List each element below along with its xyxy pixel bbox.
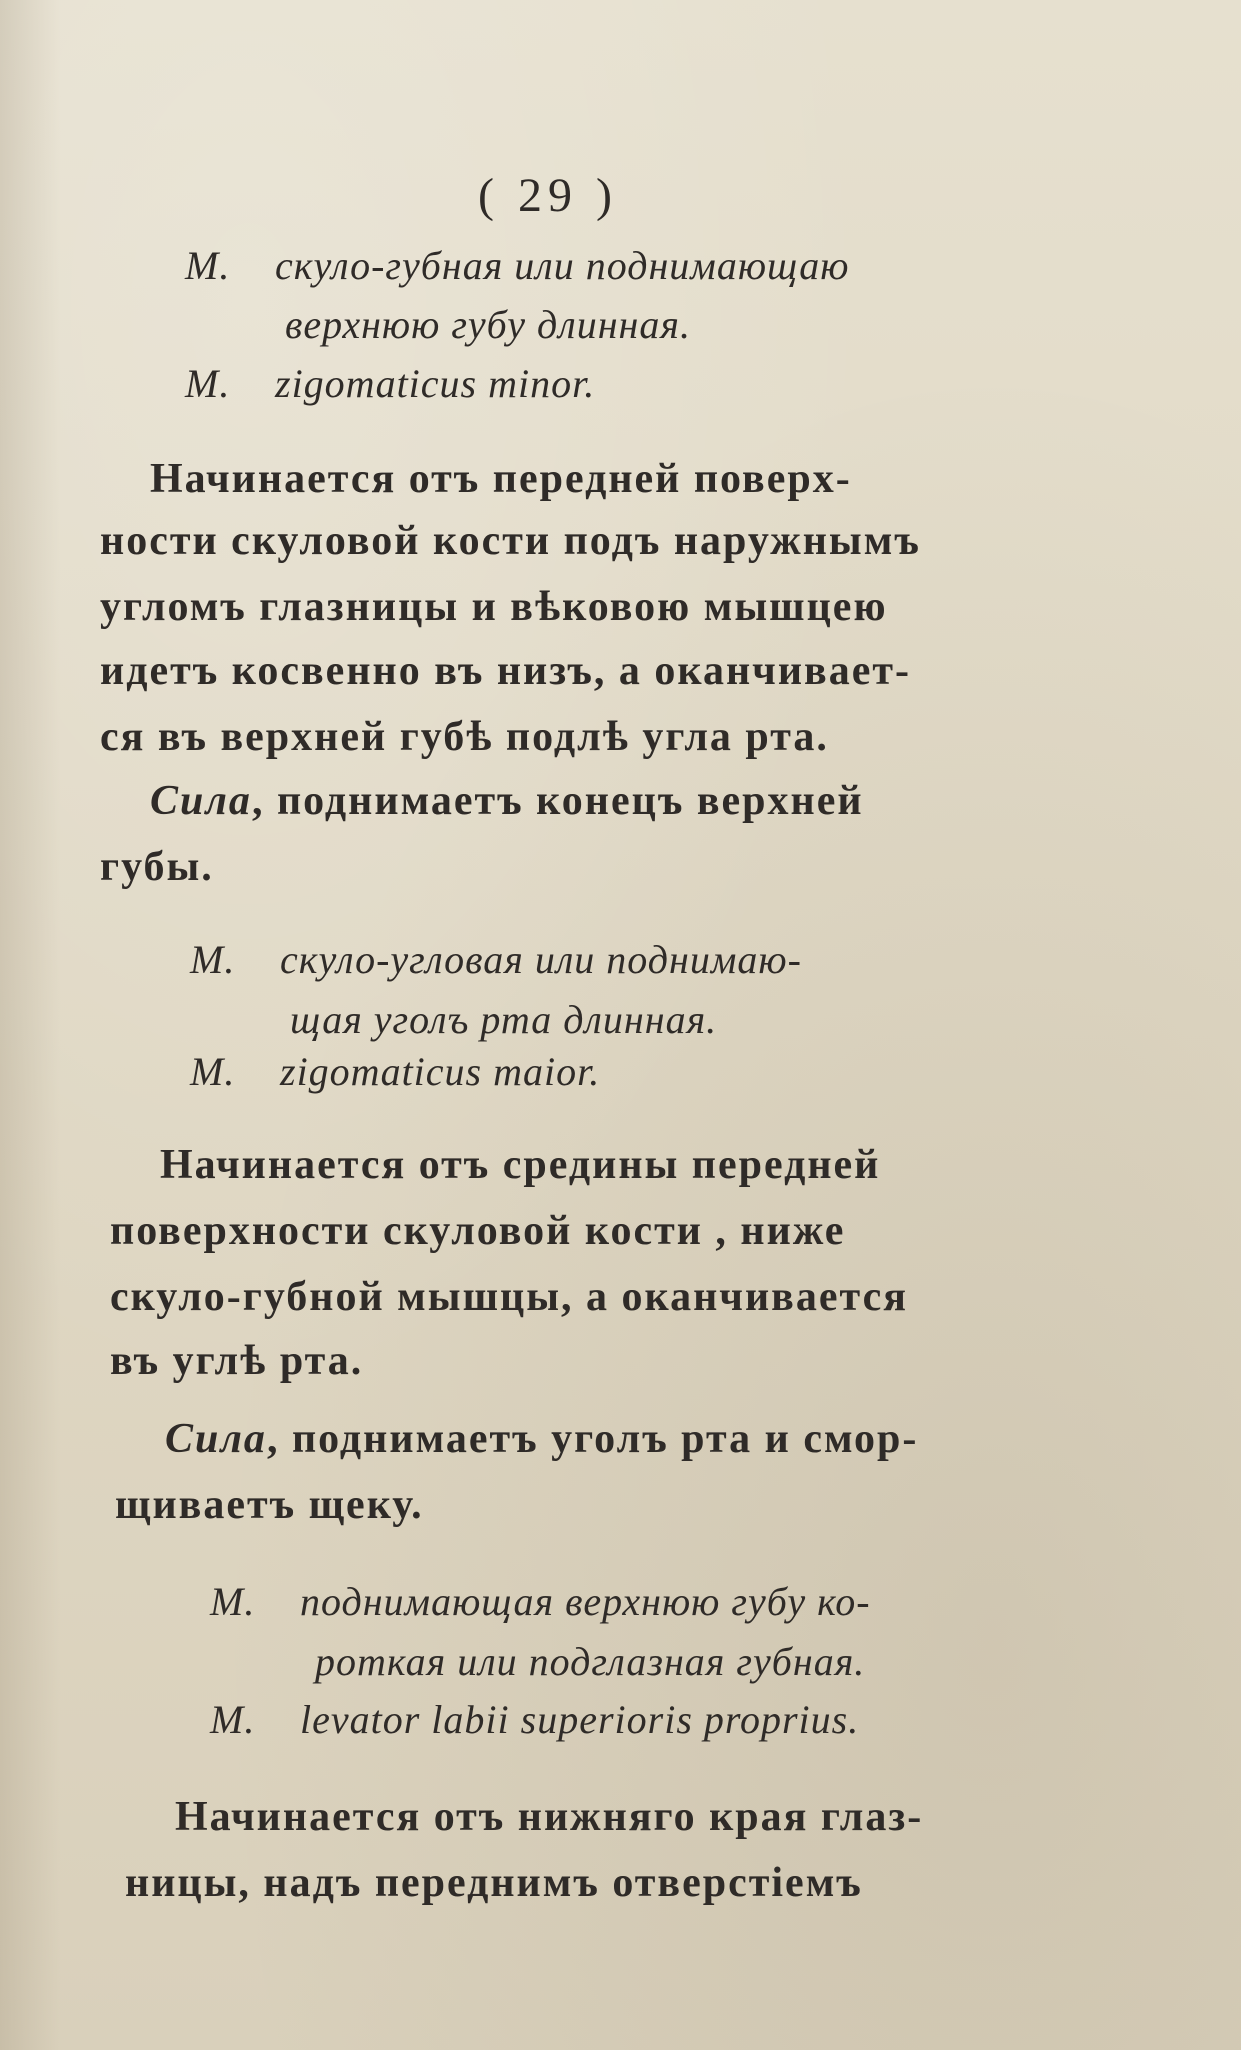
heading-label: M. (190, 1049, 236, 1094)
heading-text: верхнюю губу длинная. (285, 302, 691, 347)
section-3-heading-line-3 (210, 1697, 860, 1742)
section-1-heading-line-2 (285, 302, 691, 347)
force-label: Сила (165, 1416, 267, 1462)
heading-text: скуло-губная или поднимающаю (275, 243, 850, 288)
section-3-heading-line-2 (315, 1639, 866, 1684)
heading-text: levator labii superioris proprius. (300, 1697, 860, 1742)
section-1-heading-line-1 (185, 243, 850, 288)
page-number: ( 29 ) (478, 169, 618, 222)
heading-text: роткая или подглазная губная. (315, 1639, 866, 1684)
section-1-force-line-2: губы. (100, 844, 214, 890)
section-2-body-line-1: Начинается отъ средины передней (160, 1142, 881, 1188)
heading-text: поднимающая верхнюю губу ко- (300, 1579, 871, 1624)
force-text: , поднимаетъ уголъ рта и смор- (266, 1416, 919, 1462)
section-2-body-line-2: поверхности скуловой кости , ниже (110, 1208, 846, 1254)
section-1-body-line-2: ности скуловой кости подъ наружнымъ (100, 518, 921, 564)
heading-text: zigomaticus maior. (280, 1049, 601, 1094)
section-2-heading-line-2 (290, 997, 718, 1042)
section-3-body-line-2: ницы, надъ переднимъ отверстіемъ (125, 1860, 863, 1906)
heading-label: M. (210, 1697, 256, 1742)
force-label: Сила (150, 778, 252, 824)
section-1-body-line-4: идетъ косвенно въ низъ, а оканчивает- (100, 648, 911, 694)
section-1-force-line-1 (150, 780, 864, 822)
heading-label: M. (210, 1579, 256, 1624)
heading-label: M. (185, 243, 231, 288)
heading-label: M. (185, 361, 231, 406)
heading-label: M. (190, 937, 236, 982)
force-text: , поднимаетъ конецъ верхней (251, 778, 864, 824)
heading-text: щая уголъ рта длинная. (290, 997, 718, 1042)
section-2-force-line-1 (165, 1418, 918, 1460)
section-1-body-line-5: ся въ верхней губѣ подлѣ угла рта. (100, 714, 829, 760)
section-3-heading-line-1 (210, 1579, 871, 1624)
section-1-heading-line-3 (185, 361, 596, 406)
heading-text: zigomaticus minor. (275, 361, 596, 406)
section-2-body-line-4: въ углѣ рта. (110, 1338, 364, 1384)
section-1-body-line-1: Начинается отъ передней поверх- (150, 456, 852, 502)
section-3-body-line-1: Начинается отъ нижняго края глаз- (175, 1794, 924, 1840)
section-1-body-line-3: угломъ глазницы и вѣковою мышцею (100, 584, 888, 630)
section-2-body-line-3: скуло-губной мышцы, а оканчивается (110, 1274, 908, 1320)
section-2-heading-line-1 (190, 937, 802, 982)
section-2-force-line-2: щиваетъ щеку. (115, 1482, 424, 1528)
heading-text: скуло-угловая или поднимаю- (280, 937, 802, 982)
section-2-heading-line-3 (190, 1049, 601, 1094)
